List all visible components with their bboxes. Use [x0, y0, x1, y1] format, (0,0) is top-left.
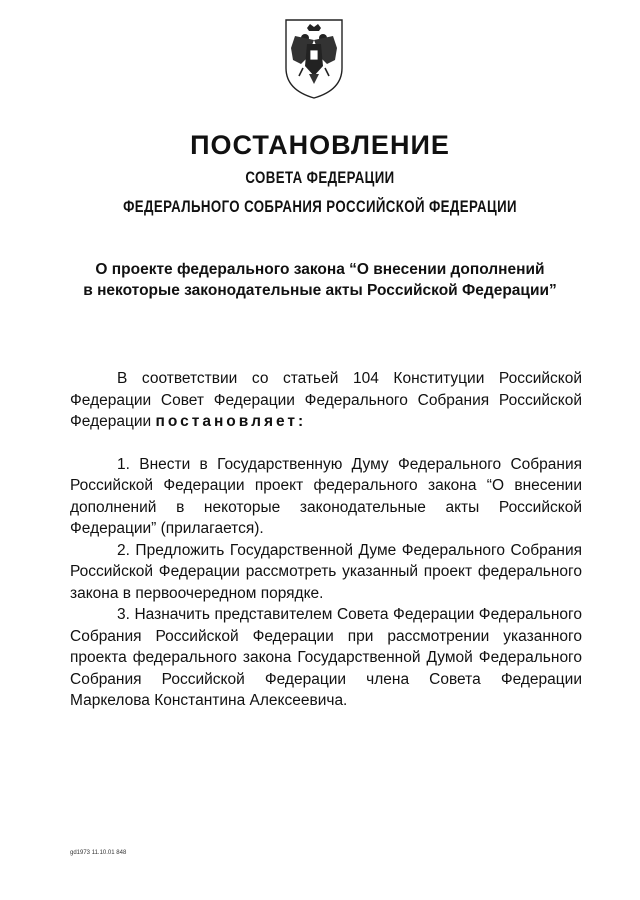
item-paragraph-2: 2. Предложить Государственной Думе Федерального Собрания Российской Федерации рассмотреть указанный проект федерального закона в первоочередном порядке.: [70, 541, 582, 602]
document-body: [70, 368, 582, 712]
subject-line-1: О проекте федерального закона “О внесении дополнений: [95, 261, 545, 278]
item-paragraph-1: 1. Внести в Государственную Думу Федерального Собрания Российской Федерации проект федерального закона “О внесении дополнений в некоторые законодательные акты Российской Федерации” (прилагается).: [70, 455, 582, 537]
document-subject: [0, 259, 640, 301]
document-title: ПОСТАНОВЛЕНИЕ: [190, 130, 450, 160]
subject-line-2: в некоторые законодательные акты Российской Федерации”: [83, 282, 557, 299]
issuer-line-1: СОВЕТА ФЕДЕРАЦИИ: [245, 168, 395, 187]
item-paragraph-3: 3. Назначить представителем Совета Федерации Федерального Собрания Российской Федерации при рассмотрении указанного проекта федерального закона Государственной Думой Федерального Собрания Российской Федерации члена Совета Федерации Маркелова Константина Алексеевича.: [70, 606, 582, 709]
document-code: gd1973 11.10.01 848: [70, 850, 127, 856]
coat-of-arms-icon: [283, 18, 345, 100]
preamble-text: В соответствии со статьей 104 Конституции Российской Федерации Совет Федерации Федерального Собрания Российской Федерации: [70, 370, 582, 430]
decision-word: постановляет:: [155, 413, 307, 430]
issuer-line-2: ФЕДЕРАЛЬНОГО СОБРАНИЯ РОССИЙСКОЙ ФЕДЕРАЦИИ: [123, 197, 517, 216]
preamble-paragraph: [70, 368, 582, 433]
